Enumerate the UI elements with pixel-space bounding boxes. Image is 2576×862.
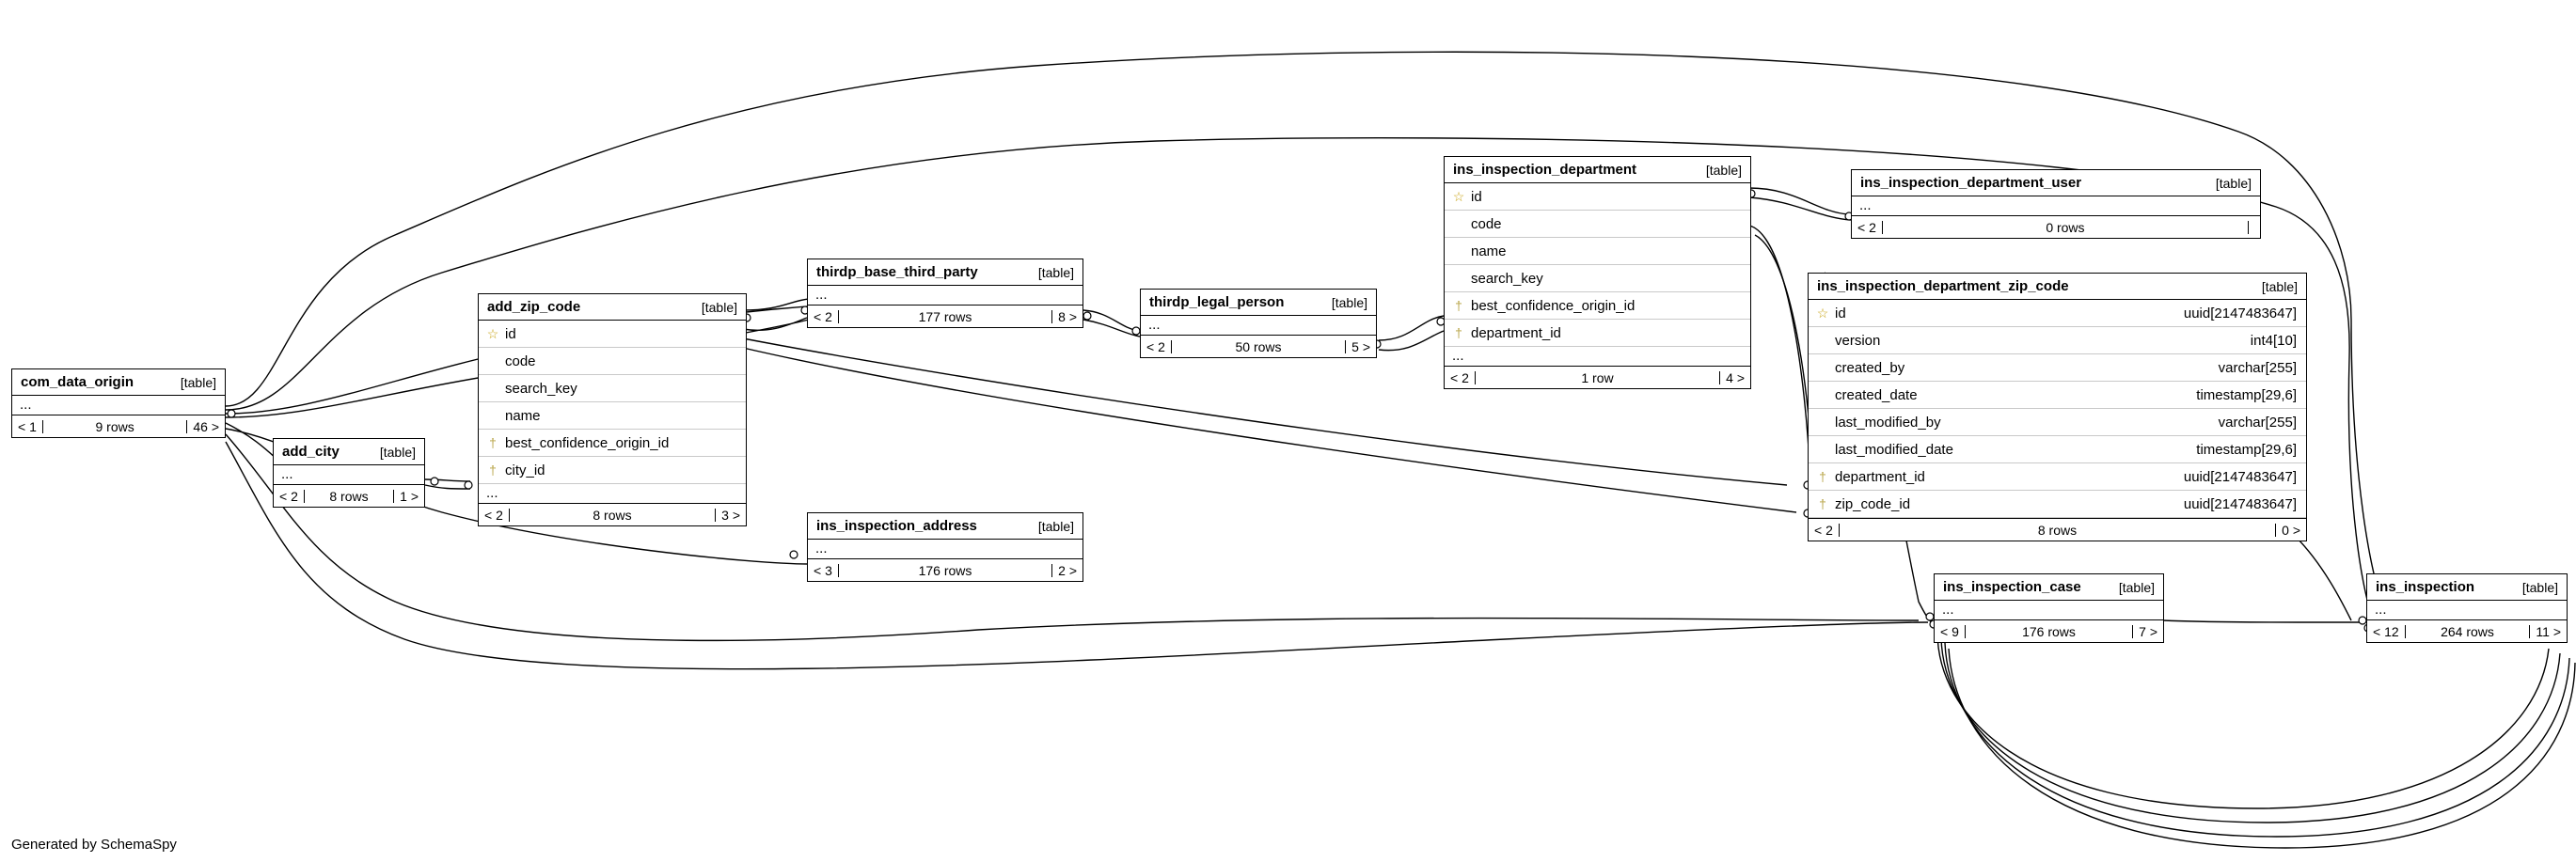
column-row xyxy=(479,402,746,430)
footer-outgoing: 11 > xyxy=(2536,623,2561,639)
footer-rowcount: 264 rows xyxy=(2406,625,2531,638)
columns-ellipsis: ... xyxy=(1148,317,1161,333)
table-node-ins_inspection[interactable] xyxy=(2366,573,2568,643)
column-type: timestamp[29,6] xyxy=(2196,386,2297,403)
table-tag: [table] xyxy=(1331,294,1367,310)
table-footer xyxy=(479,503,746,525)
table-header xyxy=(12,369,225,396)
column-name: code xyxy=(1471,216,1502,231)
column-row xyxy=(1809,436,2306,463)
footer-outgoing: 8 > xyxy=(1058,308,1077,324)
column-name: id xyxy=(505,326,516,341)
footer-incoming: < 2 xyxy=(1852,221,1883,234)
table-footer xyxy=(1852,215,2260,238)
column-type: varchar[255] xyxy=(2218,414,2297,431)
column-row xyxy=(479,430,746,457)
columns-ellipsis: ... xyxy=(1452,348,1464,364)
footer-rowcount: 50 rows xyxy=(1172,340,1346,353)
table-tag: [table] xyxy=(2521,579,2558,595)
columns-ellipsis: ... xyxy=(815,541,828,556)
column-row xyxy=(479,321,746,348)
column-name: last_modified_by xyxy=(1835,415,1941,430)
footer-rowcount: 8 rows xyxy=(1840,524,2276,537)
column-name: name xyxy=(505,408,541,423)
table-footer xyxy=(274,484,424,507)
foreign-key-icon: † xyxy=(1455,298,1462,313)
table-footer xyxy=(2367,619,2567,642)
table-tag: [table] xyxy=(1037,518,1074,534)
footer-rowcount: 177 rows xyxy=(839,310,1052,323)
footer-rowcount: 176 rows xyxy=(839,564,1052,577)
column-name: code xyxy=(505,353,536,368)
table-header xyxy=(479,294,746,321)
table-name: ins_inspection_case xyxy=(1943,579,2081,595)
primary-key-icon: ☆ xyxy=(1452,189,1465,204)
column-name: created_by xyxy=(1835,360,1905,375)
column-row xyxy=(1445,292,1750,320)
footer-rowcount: 8 rows xyxy=(305,490,394,503)
footer-incoming: < 2 xyxy=(1141,340,1172,353)
table-tag: [table] xyxy=(379,444,416,460)
table-name: add_zip_code xyxy=(487,299,581,315)
column-type: varchar[255] xyxy=(2218,359,2297,376)
table-name: ins_inspection_address xyxy=(816,518,977,534)
column-name: search_key xyxy=(505,381,577,396)
footer-rowcount: 176 rows xyxy=(1966,625,2133,638)
column-type: uuid[2147483647] xyxy=(2183,495,2297,512)
table-node-ins_inspection_department_user[interactable] xyxy=(1851,169,2261,239)
table-header xyxy=(1935,574,2163,601)
primary-key-icon: ☆ xyxy=(486,326,499,341)
table-footer xyxy=(1141,335,1376,357)
table-footer xyxy=(808,558,1083,581)
column-row xyxy=(1809,354,2306,382)
column-name: version xyxy=(1835,333,1881,348)
table-name: ins_inspection xyxy=(2376,579,2475,595)
primary-key-icon: ☆ xyxy=(1816,306,1829,321)
table-node-ins_inspection_case[interactable] xyxy=(1934,573,2164,643)
footer-rowcount: 1 row xyxy=(1476,371,1720,384)
column-row xyxy=(1445,265,1750,292)
table-node-thirdp_base_third_party[interactable] xyxy=(807,259,1083,328)
column-type: int4[10] xyxy=(2250,332,2297,349)
generated-by-label: Generated by SchemaSpy xyxy=(11,837,177,853)
table-name: ins_inspection_department_user xyxy=(1860,175,2082,191)
column-name: id xyxy=(1835,306,1846,321)
table-footer xyxy=(1935,619,2163,642)
table-footer xyxy=(12,415,225,437)
table-tag: [table] xyxy=(180,374,216,390)
footer-outgoing: 46 > xyxy=(193,418,219,434)
table-node-add_city[interactable] xyxy=(273,438,425,508)
foreign-key-icon: † xyxy=(1819,469,1826,484)
column-row xyxy=(1809,382,2306,409)
footer-outgoing: 5 > xyxy=(1351,338,1370,354)
table-tag: [table] xyxy=(1037,264,1074,280)
footer-incoming: < 12 xyxy=(2367,625,2406,638)
table-header xyxy=(1809,274,2306,300)
column-row xyxy=(1809,327,2306,354)
columns-ellipsis: ... xyxy=(2375,602,2387,618)
column-name: name xyxy=(1471,243,1507,259)
footer-outgoing: 3 > xyxy=(721,507,740,523)
table-footer xyxy=(1445,366,1750,388)
footer-incoming: < 2 xyxy=(274,490,305,503)
footer-incoming: < 9 xyxy=(1935,625,1966,638)
table-header xyxy=(274,439,424,465)
table-tag: [table] xyxy=(2261,278,2298,294)
column-row xyxy=(1445,183,1750,211)
columns-ellipsis: ... xyxy=(20,397,32,413)
footer-rowcount: 8 rows xyxy=(510,509,716,522)
table-name: thirdp_base_third_party xyxy=(816,264,978,280)
table-node-com_data_origin[interactable] xyxy=(11,368,226,438)
column-row xyxy=(1445,211,1750,238)
column-row xyxy=(1809,300,2306,327)
column-type: uuid[2147483647] xyxy=(2183,468,2297,485)
footer-incoming: < 2 xyxy=(808,310,839,323)
foreign-key-icon: † xyxy=(489,435,497,450)
column-row xyxy=(1445,320,1750,347)
table-name: thirdp_legal_person xyxy=(1149,294,1285,310)
column-name: department_id xyxy=(1835,469,1925,484)
table-name: ins_inspection_department_zip_code xyxy=(1817,278,2069,294)
footer-outgoing: 1 > xyxy=(400,488,419,504)
columns-ellipsis: ... xyxy=(815,287,828,303)
column-row xyxy=(1809,463,2306,491)
foreign-key-icon: † xyxy=(489,462,497,478)
column-row xyxy=(1809,409,2306,436)
table-header xyxy=(808,513,1083,540)
columns-ellipsis: ... xyxy=(486,485,498,501)
table-name: ins_inspection_department xyxy=(1453,162,1637,178)
footer-rowcount: 0 rows xyxy=(1883,221,2249,234)
table-name: com_data_origin xyxy=(21,374,134,390)
table-tag: [table] xyxy=(2215,175,2252,191)
column-row xyxy=(1809,491,2306,518)
columns-ellipsis: ... xyxy=(1942,602,1954,618)
column-name: id xyxy=(1471,189,1482,204)
footer-rowcount: 9 rows xyxy=(43,420,188,433)
footer-incoming: < 3 xyxy=(808,564,839,577)
footer-outgoing: 7 > xyxy=(2139,623,2157,639)
table-node-ins_inspection_address[interactable] xyxy=(807,512,1083,582)
column-name: best_confidence_origin_id xyxy=(1471,298,1636,313)
column-row xyxy=(1445,238,1750,265)
table-footer xyxy=(808,305,1083,327)
table-node-ins_inspection_department[interactable] xyxy=(1444,156,1751,389)
column-name: department_id xyxy=(1471,325,1561,340)
column-name: created_date xyxy=(1835,387,1918,402)
column-row xyxy=(479,375,746,402)
column-type: uuid[2147483647] xyxy=(2183,305,2297,321)
table-tag: [table] xyxy=(2118,579,2155,595)
column-name: best_confidence_origin_id xyxy=(505,435,670,450)
footer-outgoing: 2 > xyxy=(1058,562,1077,578)
column-row xyxy=(479,348,746,375)
table-name: add_city xyxy=(282,444,340,460)
table-node-add_zip_code[interactable] xyxy=(478,293,747,526)
column-name: last_modified_date xyxy=(1835,442,1953,457)
table-header xyxy=(1445,157,1750,183)
column-name: city_id xyxy=(505,462,545,478)
columns-ellipsis: ... xyxy=(1859,197,1872,213)
table-header xyxy=(808,259,1083,286)
footer-incoming: < 2 xyxy=(1809,524,1840,537)
table-header xyxy=(2367,574,2567,601)
table-header xyxy=(1852,170,2260,196)
footer-outgoing: 0 > xyxy=(2282,522,2300,538)
table-node-ins_inspection_department_zip_code[interactable] xyxy=(1808,273,2307,541)
footer-outgoing: 4 > xyxy=(1726,369,1745,385)
table-footer xyxy=(1809,518,2306,541)
column-type: timestamp[29,6] xyxy=(2196,441,2297,458)
foreign-key-icon: † xyxy=(1455,325,1462,340)
table-header xyxy=(1141,290,1376,316)
footer-incoming: < 1 xyxy=(12,420,43,433)
column-name: zip_code_id xyxy=(1835,496,1911,511)
footer-incoming: < 2 xyxy=(1445,371,1476,384)
footer-incoming: < 2 xyxy=(479,509,510,522)
columns-ellipsis: ... xyxy=(281,466,293,482)
foreign-key-icon: † xyxy=(1819,496,1826,511)
table-tag: [table] xyxy=(1705,162,1742,178)
column-row xyxy=(479,457,746,484)
column-name: search_key xyxy=(1471,271,1543,286)
table-tag: [table] xyxy=(701,299,737,315)
table-node-thirdp_legal_person[interactable] xyxy=(1140,289,1377,358)
